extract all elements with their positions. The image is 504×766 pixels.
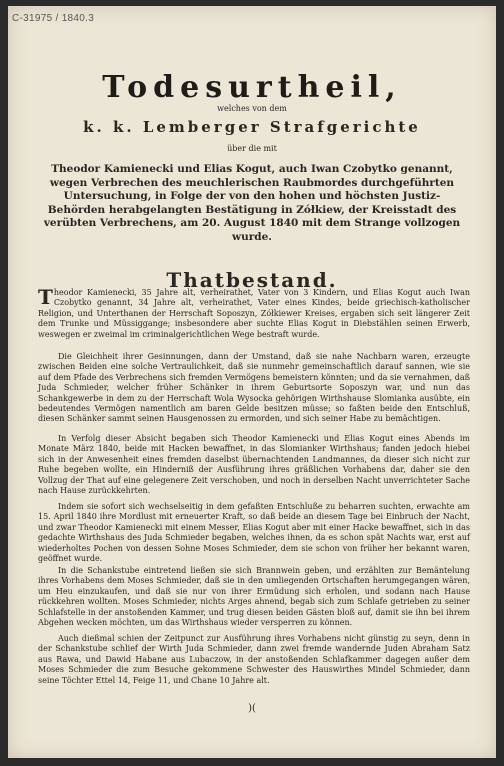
- paragraph-6: Auch dießmal schien der Zeitpunct zur Ausführung ihres Vorhabens nicht günstig zu seyn, denn in der Schankstube schlief der Wirth Juda Schmieder, dann zwei fremde wandernde Juden Abraham Satz aus Rawa, und Dawid Habane aus Lubaczow, in der anstoßenden Schlafkammer dagegen außer dem Moses Schmieder die zum Besuche gekommene Schwester des Hauswirthes Mindel Schmieder, dann seine Töchter Ettel 14, Feige 11, und Chane 10 Jahre alt.: [38, 634, 470, 685]
- court-name: k. k. Lemberger Strafgerichte: [83, 118, 421, 136]
- paragraph-2: Die Gleichheit ihrer Gesinnungen, dann der Umstand, daß sie nahe Nachbarn waren, erzeugte zwischen Beiden eine solche Vertraulichkeit, daß sie nunmehr gemeinschaftlich darauf sannen, wie sie auf dem Pfade des Verbrechens sich fremden Vermögens bemeistern könnten; und da sie vernahmen, daß Juda Schmieder, welcher früher Schänker in ihrem Geburtsorte Soposzyn war, und nun das Schankgewerbe in dem zu der Herrschaft Wola Wysocka gehörigen Wirthshause Slomianka ausübte, ein bedeutendes Vermögen namentlich am baren Gelde besitzen müsse; so faßten beide den Entschluß, diesen Schänker sammt seinen Hausgenossen zu ermorden, und sich seiner Habe zu bemächtigen.: [38, 352, 470, 424]
- paragraph-1: Theodor Kamienecki, 35 Jahre alt, verheirathet, Vater von 3 Kindern, und Elias Kogut auch Iwan Czobytko genannt, 34 Jahre alt, verheirathet, Vater eines Kindes, beide griechisch-katholischer Religion, und Unterthanen der Herrschaft Soposzyn, Zółkiewer Kreises, ergaben sich seit längerer Zeit dem Trunke und Müssiggange; insbesondere aber suchte Elias Kogut in Diebstählen seinen Erwerb, weswegen er zweimal im criminalgerichtlichen Wege bestraft wurde.: [38, 285, 470, 339]
- paragraph-5: In die Schankstube eintretend ließen sie sich Brannwein geben, und erzählten zur Bemäntelung ihres Vorhabens dem Moses Schmieder, daß sie in den umliegenden Ortschaften herumgegangen wären, um Heu einzukaufen, und daß sie nur von ihrer Ermüdung sich erholen, und sodann nach Hause rückkehren wollten. Moses Schmieder, nichts Arges ahnend, begab sich zum Schlafe getrieben zu seiner Schlafstelle in der anstoßenden Kammer, und trug diesen beiden Gästen bloß auf, damit sie ihn bei ihrem Abgehen wecken möchten, um das Wirthshaus wieder versperren zu können.: [38, 566, 470, 628]
- paragraph-4: Indem sie sofort sich wechselseitig in dem gefaßten Entschluße zu beharren suchten, erwachte am 15. April 1840 ihre Mordlust mit erneuerter Kraft, so daß beide an diesem Tage bei Einbruch der Nacht, und zwar Theodor Kamienecki mit einem Messer, Elias Kogut aber mit einer Hacke bewaffnet, sich in das gedachte Wirthshaus des Juda Schmieder begaben, welches ihnen, da es schon spät Nachts war, erst auf wiederholtes Pochen von dessen Sohne Moses Schmieder, dem sie schon von früher her bekannt waren, geöffnet wurde.: [38, 502, 470, 564]
- document-title: Todesurtheil,: [102, 70, 402, 105]
- end-ornament: )(: [248, 703, 256, 714]
- verdict-summary: Theodor Kamienecki und Elias Kogut, auch Iwan Czobytko genannt, wegen Verbrechen des meuchlerischen Raubmordes durchgeführten Untersuchung, in Folge der von den hohen und höchsten Justiz-Behörden herabgelangten Bestätigung in Zółkiew, der Kreisstadt des verübten Verbrechens, am 20. August 1840 mit dem Strange vollzogen wurde.: [43, 163, 461, 243]
- archive-call-number: C-31975 / 1840.3: [12, 13, 95, 24]
- section-heading: Thatbestand.: [166, 268, 338, 292]
- document-page: [8, 6, 496, 758]
- subtitle-line-1: welches von dem: [217, 104, 287, 113]
- subtitle-line-2: über die mit: [227, 144, 277, 153]
- paragraph-3: In Verfolg dieser Absicht begaben sich Theodor Kamienecki und Elias Kogut eines Abends im Monate März 1840, beide mit Hacken bewaffnet, in das Slomianker Wirthshaus; fanden jedoch hiebei sich in der Anwesenheit eines fremden daselbst übernachtenden Landmannes, da dieser sich nicht zur Ruhe begeben wollte, ein Hinderniß der Ausführung ihres gräßlichen Vorhabens dar, daher sie den Vollzug der That auf eine gelegenere Zeit verschoben, und noch in derselben Nacht unverrichteter Sache nach Hause zurückkehrten.: [38, 434, 470, 496]
